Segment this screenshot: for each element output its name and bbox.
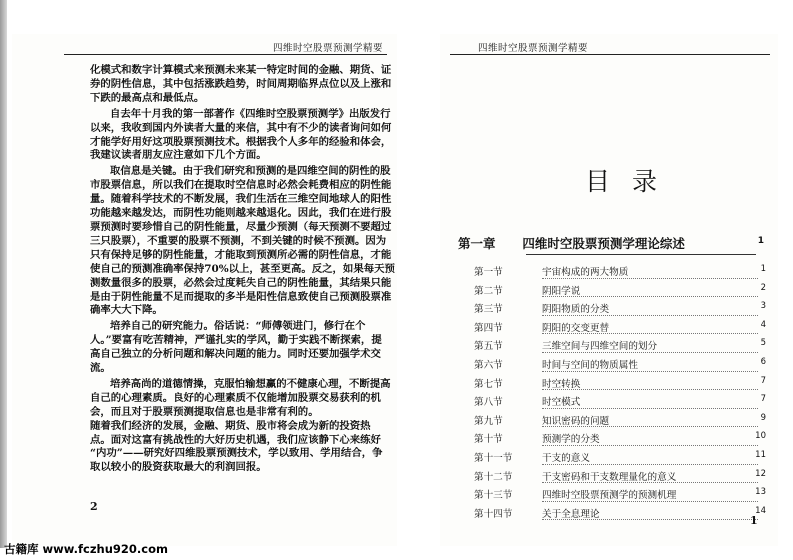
section-page: 1: [760, 264, 766, 274]
section-title: 三维空间与四维空间的划分: [542, 341, 658, 353]
section-number: 第十三节: [474, 490, 513, 502]
toc-section-row: [474, 429, 774, 448]
body-paragraph: [90, 165, 430, 318]
left-header-rule: [64, 54, 387, 55]
body-line: 取信息是关键。由于我们研究和预测的是四维空间的阴性的股: [110, 165, 391, 178]
body-line: 流。: [90, 362, 111, 375]
section-leader-rule: [542, 315, 758, 316]
section-number: 第六节: [474, 359, 503, 371]
toc-section-row: [474, 318, 774, 337]
section-page: 7: [760, 375, 766, 386]
section-number: 第五节: [474, 341, 503, 353]
section-leader-rule: [542, 464, 758, 465]
section-leader-rule: [542, 408, 758, 409]
section-leader-rule: [542, 519, 758, 520]
section-page: 10: [755, 431, 766, 442]
section-page: 5: [760, 338, 766, 349]
right-page-header: 四维时空股票预测学精要: [478, 43, 589, 54]
body-line: 化模式和数字计算模式来预测未来某一特定时间的金融、期货、证: [90, 64, 392, 76]
left-page-header: 四维时空股票预测学精要: [272, 43, 383, 54]
toc-section-row: [474, 411, 774, 430]
toc-section-row: [474, 299, 774, 318]
body-line: 券的阴性信息，其中包括涨跌趋势，时间周期临界点位以及上涨和: [90, 77, 392, 90]
section-title: 时间与空间的物质属性: [542, 359, 638, 371]
chapter-leader-rule: [526, 254, 756, 255]
body-line: 人。”要富有吃苦精神，严谨扎实的学风，勤于实践不断探索，提: [90, 334, 382, 347]
section-page: 4: [760, 319, 766, 330]
body-paragraph: [90, 378, 430, 475]
section-title: 宇宙构成的两大物质: [542, 267, 629, 278]
section-number: 第二节: [474, 285, 503, 297]
body-line: 会，而且对于股票预测提取信息也是非常有利的。: [90, 405, 319, 418]
toc-section-row: [474, 504, 774, 523]
section-page: 14: [755, 505, 766, 516]
body-line: 测数量很多的股票，必然会过度耗失自己的阴性能量，其结果只能: [90, 276, 392, 289]
body-line: 是由于阴性能量不足而提取的多半是阳性信息致使自己预测股票准: [90, 290, 392, 303]
body-line: 功能越来越发达，而阴性功能则越来越退化。因此，我们在进行股: [90, 207, 392, 220]
scan-edge-left: [0, 0, 7, 548]
left-page: [12, 34, 397, 546]
section-leader-rule: [542, 482, 758, 483]
body-line: 自己的心理素质。良好的心理素质不仅能增加股票交易获利的机: [90, 391, 381, 404]
section-title: 阴阳的交变更替: [542, 322, 610, 334]
section-leader-rule: [542, 371, 758, 372]
body-line: 以来，我收到国内外读者大量的来信，其中有不少的读者询问如何: [90, 121, 392, 134]
section-page: 6: [760, 356, 766, 367]
section-leader-rule: [542, 278, 758, 279]
toc-section-list: [474, 262, 774, 522]
body-line: “内功”——研究好四维股票预测技术，学以致用、学用结合，争: [90, 447, 383, 460]
body-line: 自去年十月我的第一部著作《四维时空股票预测学》出版发行: [110, 107, 391, 120]
section-title: 阴阳学说: [542, 285, 581, 297]
section-title: 时空转换: [542, 378, 581, 390]
section-title: 预测学的分类: [542, 434, 600, 446]
toc-section-row: [474, 392, 774, 411]
section-title: 干支的意义: [542, 452, 590, 464]
section-title: 阴阳物质的分类: [542, 304, 610, 316]
section-page: 9: [760, 412, 766, 423]
section-number: 第三节: [474, 304, 503, 316]
section-leader-rule: [542, 296, 758, 297]
section-title: 干支密码和干支数理量化的意义: [542, 471, 677, 483]
toc-section-row: [474, 262, 774, 281]
section-title: 时空模式: [542, 397, 581, 409]
body-line: 高自己独立的分析问题和解决问题的能力。同时还要加强学术交: [90, 348, 381, 361]
body-paragraph: [90, 108, 430, 164]
body-line: 使自己的预测准确率保持70%以上，甚至更高。反之，如果每天预: [90, 262, 395, 275]
section-page: 3: [760, 301, 766, 312]
section-number: 第十一节: [474, 452, 513, 464]
section-page: 13: [755, 487, 766, 498]
body-line: 随着我们经济的发展，金融、期货、股市将会成为新的投资热: [90, 419, 371, 432]
body-line: 票预测时要珍惜自己的阴性能量，尽量少预测（每天预测不要超过: [90, 220, 392, 233]
body-line: 量。随着科学技术的不断发展，我们生活在三维空间地球人的阳性: [90, 193, 392, 206]
section-leader-rule: [542, 445, 758, 446]
chapter-page: 1: [757, 236, 764, 246]
section-title: 四维时空股票预测学的预测机理: [542, 490, 677, 502]
left-page-number: 2: [90, 500, 98, 513]
toc-section-row: [474, 485, 774, 504]
chapter-number: 第一章: [458, 236, 496, 251]
section-number: 第八节: [474, 397, 503, 409]
section-number: 第七节: [474, 378, 503, 390]
section-leader-rule: [542, 389, 758, 390]
section-page: 12: [755, 468, 766, 479]
section-page: 2: [760, 282, 766, 293]
section-title: 关于全息理论: [542, 508, 600, 520]
toc-chapter-row: [458, 234, 778, 252]
toc-section-row: [474, 281, 774, 300]
left-page-body: [90, 64, 430, 477]
body-line: 我建议读者朋友应注意如下几个方面。: [90, 149, 267, 162]
body-line: 培养高尚的道德情操，克服怕输想赢的不健康心理，不断提高: [110, 377, 391, 390]
body-line: 确率大大下降。: [90, 304, 163, 317]
section-leader-rule: [542, 352, 758, 353]
toc-section-row: [474, 336, 774, 355]
right-page-number: 1: [750, 514, 758, 527]
body-line: 市股票信息，所以我们在提取时空信息时必然会耗费相应的阴性能: [90, 179, 392, 192]
section-leader-rule: [542, 501, 758, 502]
section-number: 第四节: [474, 322, 503, 334]
section-leader-rule: [542, 426, 758, 427]
body-paragraph: [90, 320, 430, 376]
section-number: 第十四节: [474, 508, 513, 520]
body-line: 三只股票），不重要的股票不预测，不到关键的时候不预测。因为: [90, 234, 387, 247]
toc-section-row: [474, 467, 774, 486]
right-page: [440, 34, 778, 546]
body-line: 只有保持足够的阴性能量，才能取到预测所必需的阴性信息，才能: [90, 248, 392, 261]
body-line: 培养自己的研究能力。俗话说：“师傅领进门，修行在个: [110, 320, 366, 333]
body-line: 取以较小的股资获取最大的利润回报。: [90, 461, 267, 474]
body-line: 下跌的最高点和最低点。: [90, 91, 205, 104]
toc-section-row: [474, 355, 774, 374]
body-line: 才能学好用好这项股票预测技术。根据我个人多年的经验和体会，: [90, 135, 392, 148]
section-title: 知识密码的问题: [542, 415, 610, 427]
toc-section-row: [474, 448, 774, 467]
section-page: 11: [755, 449, 766, 460]
section-leader-rule: [542, 333, 758, 334]
section-number: 第九节: [474, 415, 503, 427]
section-number: 第十节: [474, 434, 503, 446]
section-number: 第一节: [474, 267, 503, 278]
section-page: 7: [760, 394, 766, 405]
toc-title: 目录: [585, 167, 680, 196]
chapter-title: 四维时空股票预测学理论综述: [522, 236, 685, 251]
body-line: 点。面对这富有挑战性的大好历史机遇，我们应该静下心来练好: [90, 433, 381, 446]
section-number: 第十二节: [474, 471, 513, 483]
toc-section-row: [474, 374, 774, 393]
site-watermark: 古籍库 www.fczhu920.com: [4, 542, 168, 556]
right-header-rule: [450, 54, 770, 55]
body-paragraph: [90, 64, 430, 106]
